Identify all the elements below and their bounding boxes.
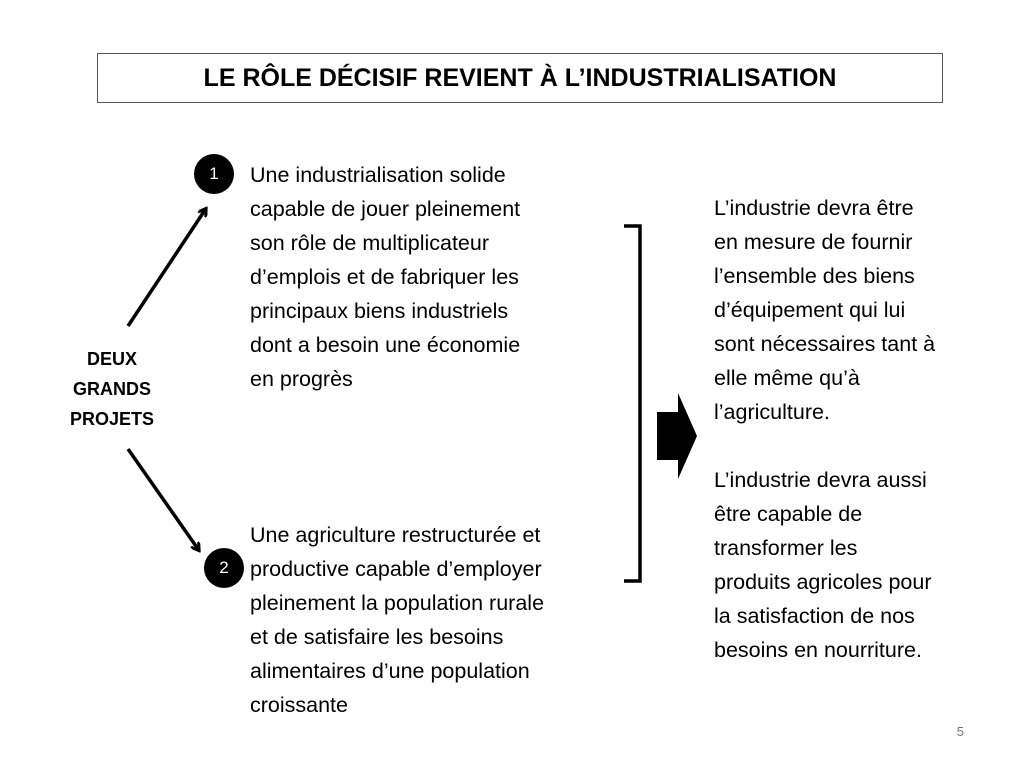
result-paragraph-2 [714, 463, 994, 667]
text-line: en mesure de fournir [714, 230, 913, 254]
text-line: besoins en nourriture. [714, 638, 922, 662]
text-line: et de satisfaire les besoins [250, 625, 504, 649]
text-line: être capable de [714, 502, 863, 526]
text-line: capable de jouer pleinement [250, 197, 521, 221]
right-bracket [624, 226, 640, 581]
text-line: son rôle de multiplicateur [250, 231, 490, 255]
project-1-description [250, 158, 595, 396]
text-line: alimentaires d’une population [250, 659, 530, 683]
text-line: L’industrie devra être [714, 196, 914, 220]
text-line: principaux biens industriels [250, 299, 509, 323]
text-line: en progrès [250, 367, 353, 391]
text-line: Une agriculture restructurée et [250, 523, 541, 547]
deux-grands-projets-label [52, 344, 172, 434]
result-paragraph-1 [714, 191, 994, 429]
project-2-description [250, 518, 625, 722]
text-line: l’agriculture. [714, 400, 830, 424]
text-line: produits agricoles pour [714, 570, 932, 594]
slide-title: LE RÔLE DÉCISIF REVIENT À L’INDUSTRIALISATION [203, 63, 837, 92]
chevron-right-arrow-icon [657, 393, 697, 479]
text-line: l’ensemble des biens [714, 264, 915, 288]
label-line: GRANDS [72, 379, 151, 399]
text-line: productive capable d’employer [250, 557, 542, 581]
text-line: elle même qu’à [714, 366, 860, 390]
project-2-number-badge: 2 [204, 548, 244, 588]
text-line: transformer les [714, 536, 858, 560]
text-line: Une industrialisation solide [250, 163, 506, 187]
arrow-up-to-project-1 [128, 210, 205, 326]
title-box [97, 53, 943, 103]
label-line: PROJETS [69, 409, 155, 429]
page-number: 5 [956, 724, 964, 739]
label-line: DEUX [86, 349, 137, 369]
text-line: la satisfaction de nos [714, 604, 915, 628]
text-line: pleinement la population rurale [250, 591, 545, 615]
text-line: sont nécessaires tant à [714, 332, 936, 356]
text-line: d’emplois et de fabriquer les [250, 265, 519, 289]
text-line: d’équipement qui lui [714, 298, 906, 322]
text-line: L’industrie devra aussi [714, 468, 927, 492]
text-line: croissante [250, 693, 348, 717]
project-1-number-badge: 1 [194, 154, 234, 194]
arrow-down-to-project-2 [128, 449, 198, 549]
text-line: dont a besoin une économie [250, 333, 521, 357]
